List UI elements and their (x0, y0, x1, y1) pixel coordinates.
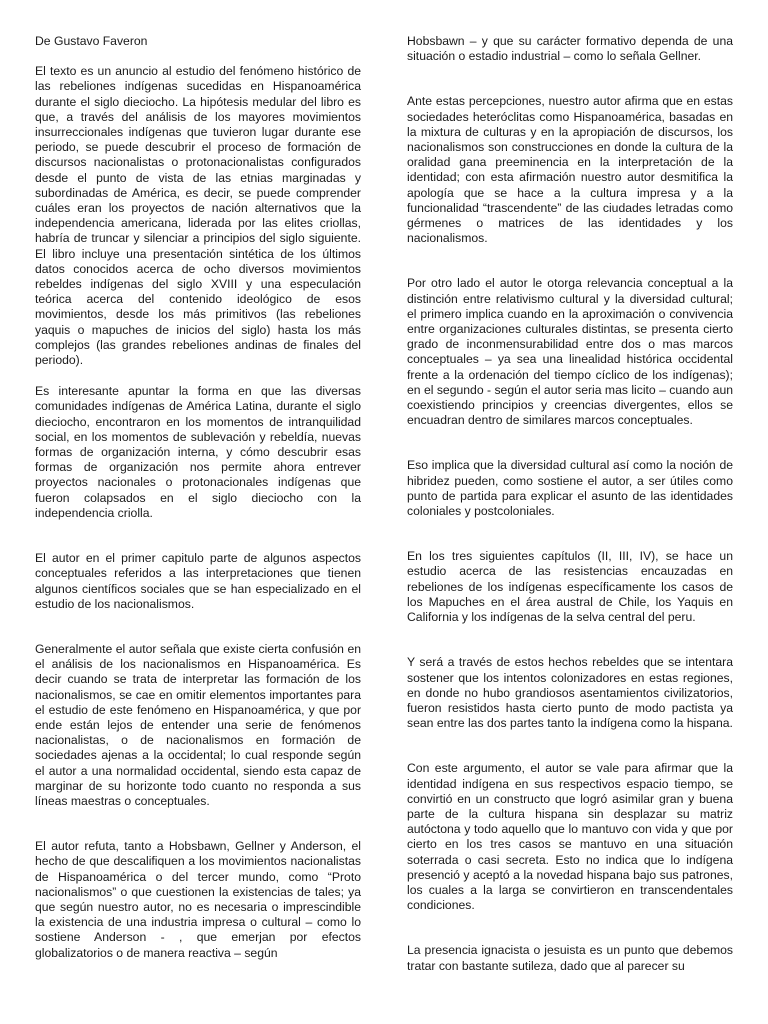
paragraph: El texto es un anuncio al estudio del fenómeno histórico de las rebeliones indígenas sucedidas en Hispanoamérica durante el siglo dieciocho. La hipótesis medular del libro es que, a través del análisis de los mayores movimientos insurreccionales indígenas que tuvieron lugar durante ese periodo, se puede descubrir el proceso de formación de discursos nacionalistas o protonacionalistas configurados desde el punto de vista de las etnias marginadas y subordinadas de América, es decir, se puede comprender cuáles eran los proyectos de nación alternativos que la independencia americana, liderada por las elites criollas, habría de truncar y silenciar a principios del siglo siguiente. El libro incluye una presentación sintética de los últimos datos conocidos acerca de ocho diversos movimientos rebeldes indígenas del siglo XVIII y una especulación teórica acerca del contenido ideológico de esos movimientos, desde los más primitivos (las rebeliones yaquis o mapuches de inicios del siglo) hasta los más complejos (las grandes rebeliones andinas de finales del periodo). (35, 64, 361, 368)
paragraph: Generalmente el autor señala que existe cierta confusión en el análisis de los nacionalismos en Hispanoamérica. Es decir cuando se trata de interpretar las formación de los nacionalismos, se cae en omitir elementos importantes para el estudio de este fenómeno en Hispanoamérica, y que por ende están lejos de entender una serie de fenómenos nacionalistas, o de nacionalismos en formación de sociedades ajenas a la occidental; lo cual responde según el autor a una normalidad occidental, siendo esta capaz de marginar de su horizonte todo cuanto no responda a sus líneas maestras o conceptuales. (35, 641, 361, 808)
paragraph: El autor refuta, tanto a Hobsbawn, Gellner y Anderson, el hecho de que descalifiquen a los movimientos nacionalistas de Hispanoamérica o del tercer mundo, como “Proto nacionalismos” o que cuestionen la existencias de tales; ya que según nuestro autor, no es necesaria o imprescindible la existencia de una industria impresa o cultural – como lo sostiene Anderson - , que emerjan por efectos globalizatorios o de manera reactiva – según (35, 839, 361, 960)
paragraph: La presencia ignacista o jesuista es un punto que debemos tratar con bastante sutileza, dado que al parecer su (407, 943, 733, 973)
left-column (35, 34, 361, 991)
paragraph: Es interesante apuntar la forma en que las diversas comunidades indígenas de América Latina, durante el siglo dieciocho, encontraron en los momentos de intranquilidad social, en los momentos de sublevación y rebeldía, nuevas formas de organización interna, y cómo descubrir esas formas de organización nos permite ahora entrever proyectos nacionales o protonacionales indígenas que fueron colapsados en el siglo dieciocho con la independencia criolla. (35, 384, 361, 520)
right-column (407, 34, 733, 1004)
paragraph: Y será a través de estos hechos rebeldes que se intentara sostener que los intentos colonizadores en estas regiones, en donde no hubo grandiosos asentamientos civilizatorios, fueron resistidos hasta cierto punto de modo pactista ya sean entre las dos partes tanto la indígena como la hispana. (407, 655, 733, 731)
paragraph: En los tres siguientes capítulos (II, III, IV), se hace un estudio acerca de las resistencias encauzadas en rebeliones de los indígenas específicamente los casos de los Mapuches en el área austral de Chile, los Yaquis en California y los indígenas de la selva central del peru. (407, 549, 733, 625)
paragraph: Con este argumento, el autor se vale para afirmar que la identidad indígena en sus respectivos espacio tiempo, se convirtió en un constructo que logró asimilar gran y buena parte de la cultura hispana sin desplazar su matriz autóctona y todo aquello que lo mantuvo con vida y que por cierto en los tres casos se mantuvo en una situación soterrada o casi secreta. Esto no indica que lo indígena presenció y aceptó a la novedad hispana bajo sus patrones, los cuales a la larga se convirtieron en transcendentales condiciones. (407, 761, 733, 913)
paragraph: Eso implica que la diversidad cultural así como la noción de hibridez pueden, como sostiene el autor, a ser útiles como punto de partida para explicar el asunto de las identidades coloniales y postcoloniales. (407, 458, 733, 519)
paragraph: Hobsbawn – y que su carácter formativo dependa de una situación o estadio industrial – como lo señala Gellner. (407, 34, 733, 64)
author-line: De Gustavo Faveron (35, 34, 148, 48)
paragraph: Por otro lado el autor le otorga relevancia conceptual a la distinción entre relativismo cultural y la diversidad cultural; el primero implica cuando en la aproximación o convivencia entre organizaciones culturales distintas, se presenta cierto grado de inconmensurabilidad entre dos o mas marcos conceptuales – ya sea una linealidad histórica occidental frente a la ordenación del tiempo cíclico de los indígenas); en el segundo - según el autor seria mas licito – cuando aun coexistiendo principios y creencias divergentes, ellos se encuadran dentro de similares marcos conceptuales. (407, 276, 733, 428)
paragraph: El autor en el primer capitulo parte de algunos aspectos conceptuales referidos a las interpretaciones que tienen algunos científicos sociales que se han especializado en el estudio de los nacionalismos. (35, 551, 361, 611)
paragraph: Ante estas percepciones, nuestro autor afirma que en estas sociedades heteróclitas como Hispanoamérica, basadas en la mixtura de culturas y en la apropiación de discursos, los nacionalismos son construcciones en donde la cultura de la oralidad gana preeminencia en la interpretación de la identidad; con esta afirmación nuestro autor desmitifica la apología que se hace a la cultura impresa y a la funcionalidad “trascendente” de las ciudades letradas como gérmenes o matrices de las identidades y los nacionalismos. (407, 94, 733, 246)
